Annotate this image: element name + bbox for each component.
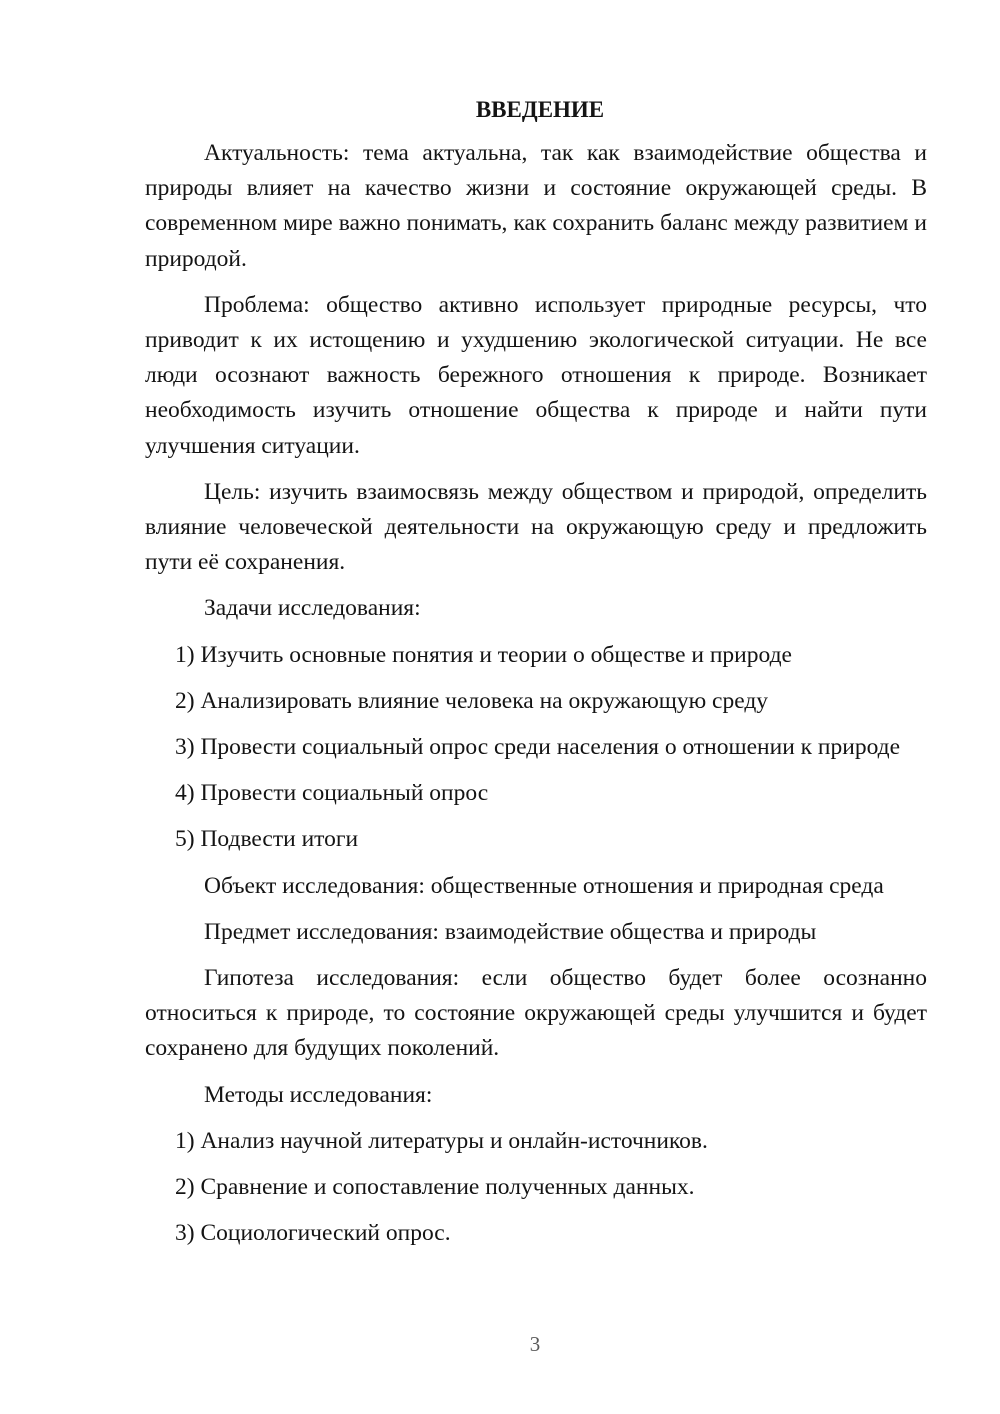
section-title: ВВЕДЕНИЕ [475, 97, 605, 122]
method-item: 2) Сравнение и сопоставление полученных данных. [175, 1174, 695, 1201]
task-item: 5) Подвести итоги [175, 826, 359, 853]
task-item: 4) Провести социальный опрос [175, 780, 489, 807]
goal-paragraph: Цель: изучить взаимосвязь между обществом и природой, определить влияние человеческой деятельности на окружающую среду и предложить пути её сохранения. [145, 478, 927, 576]
method-item: 3) Социологический опрос. [175, 1220, 451, 1247]
task-item: 2) Анализировать влияние человека на окружающую среду [175, 687, 769, 714]
object-paragraph: Объект исследования: общественные отношения и природная среда [204, 872, 884, 899]
relevance-paragraph: Актуальность: тема актуальна, так как взаимодействие общества и природы влияет на качество жизни и состояние окружающей среды. В современном мире важно понимать, как сохранить баланс между развитием и природой. [145, 140, 927, 272]
hypothesis-paragraph: Гипотеза исследования: если общество будет более осознанно относиться к природе, то состояние окружающей среды улучшится и будет сохранено для будущих поколений. [145, 965, 927, 1062]
method-item: 1) Анализ научной литературы и онлайн-источников. [175, 1127, 708, 1154]
page-content [145, 92, 927, 1262]
subject-paragraph: Предмет исследования: взаимодействие общества и природы [204, 918, 817, 945]
methods-heading: Методы исследования: [204, 1081, 433, 1108]
task-item: 3) Провести социальный опрос среди населения о отношении к природе [175, 734, 901, 761]
tasks-heading: Задачи исследования: [204, 595, 421, 622]
problem-paragraph: Проблема: общество активно использует природные ресурсы, что приводит к их истощению и ухудшению экологической ситуации. Не все люди осознают важность бережного отношения к природе. Возникает необходимость изучить отношение общества к природе и найти пути улучшения ситуации. [145, 291, 927, 459]
task-item: 1) Изучить основные понятия и теории о обществе и природе [175, 641, 792, 668]
page-number: 3 [529, 1332, 541, 1356]
